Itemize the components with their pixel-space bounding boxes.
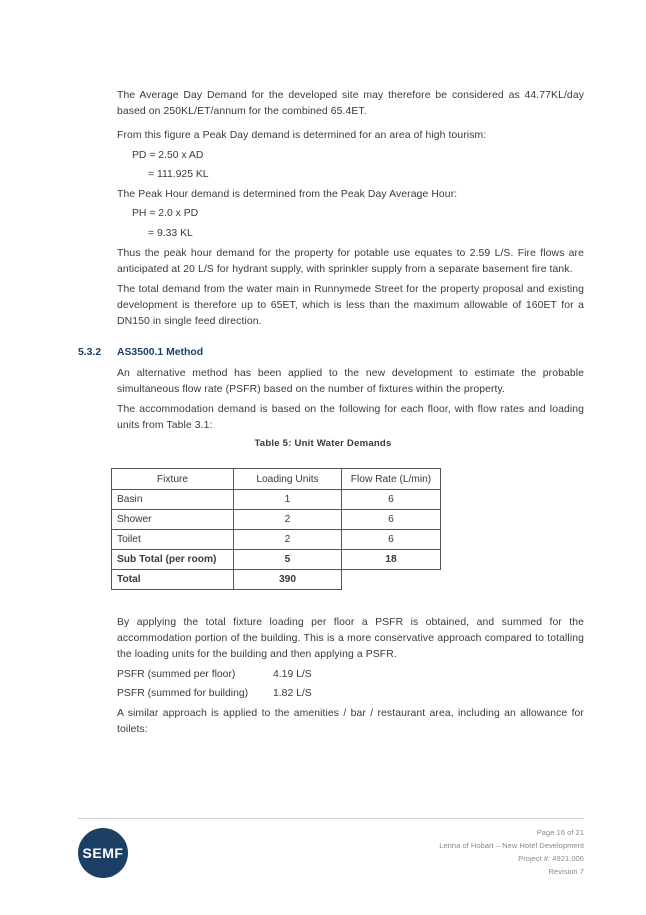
table-row [112,530,441,550]
table-cell: Toilet [112,530,234,550]
paragraph-peak-hour-intro: The Peak Hour demand is determined from the Peak Day Average Hour: [117,189,458,200]
equation-pd-result: = 111.925 KL [148,169,209,180]
table-header-row [112,469,441,490]
table-cell: 1 [234,490,342,510]
table-cell: Sub Total (per room) [112,550,234,570]
footer-revision: Revision 7 [548,867,584,876]
column-header: Fixture [112,469,234,490]
table-cell: 390 [234,570,342,590]
equation-pd: PD = 2.50 x AD [132,150,204,161]
psfr-building-value: 1.82 L/S [273,688,312,699]
paragraph-amenities: A similar approach is applied to the amenities / bar / restaurant area, including an allowance for toilets: [117,708,584,735]
paragraph-total-demand: The total demand from the water main in Runnymede Street for the property proposal and existing development is therefore up to 65ET, which is less than the maximum allowable of 160ET for a DN150 in single feed direction. [117,284,584,327]
equation-ph-result: = 9.33 KL [148,228,193,239]
table-cell: Total [112,570,234,590]
table-empty-cell [342,570,441,590]
paragraph-psfr-approach: By applying the total fixture loading per floor a PSFR is obtained, and summed for the accommodation portion of the building. This is a more conservative approach compared to totalling the loading units for the building and then applying a PSFR. [117,617,584,660]
table-subtotal-row [112,550,441,570]
footer-project-name: Lenna of Hobart – New Hotel Development [439,841,584,850]
table-cell: Shower [112,510,234,530]
paragraph-peak-day-intro: From this figure a Peak Day demand is determined for an area of high tourism: [117,130,487,141]
table-cell: 18 [342,550,441,570]
table-cell: 6 [342,530,441,550]
table-caption: Table 5: Unit Water Demands [254,438,392,449]
psfr-floor-value: 4.19 L/S [273,669,312,680]
paragraph-accommodation-demand: The accommodation demand is based on the following for each floor, with flow rates and loading units from Table 3.1: [117,404,584,431]
psfr-floor-label: PSFR (summed per floor) [117,669,236,680]
table-row [112,510,441,530]
table-cell: 5 [234,550,342,570]
psfr-building-label: PSFR (summed for building) [117,688,249,699]
footer-divider [78,818,584,819]
semf-logo: SEMF [78,828,128,878]
table-row [112,490,441,510]
table-cell: 2 [234,530,342,550]
section-number: 5.3.2 [78,347,102,358]
equation-ph: PH = 2.0 x PD [132,208,199,219]
table-cell: Basin [112,490,234,510]
section-title: AS3500.1 Method [117,347,204,358]
column-header: Flow Rate (L/min) [342,469,441,490]
footer-project-number: Project #: 4921.006 [518,854,584,863]
footer-page-number: Page 16 of 21 [536,828,584,837]
unit-water-demands-table [111,468,441,590]
table-cell: 2 [234,510,342,530]
table-cell: 6 [342,510,441,530]
table-total-row [112,570,441,590]
table-cell: 6 [342,490,441,510]
paragraph-peak-hour-demand: Thus the peak hour demand for the property for potable use equates to 2.59 L/S. Fire flows are anticipated at 20 L/S for hydrant supply, with sprinkler supply from a separate basement fire tank. [117,248,584,275]
paragraph-average-day-demand: The Average Day Demand for the developed site may therefore be considered as 44.77KL/day based on 250KL/ET/annum for the combined 65.4ET. [117,90,584,117]
paragraph-alternative-method: An alternative method has been applied to the new development to estimate the probable simultaneous flow rate (PSFR) based on the number of fixtures within the property. [117,368,584,395]
column-header: Loading Units [234,469,342,490]
